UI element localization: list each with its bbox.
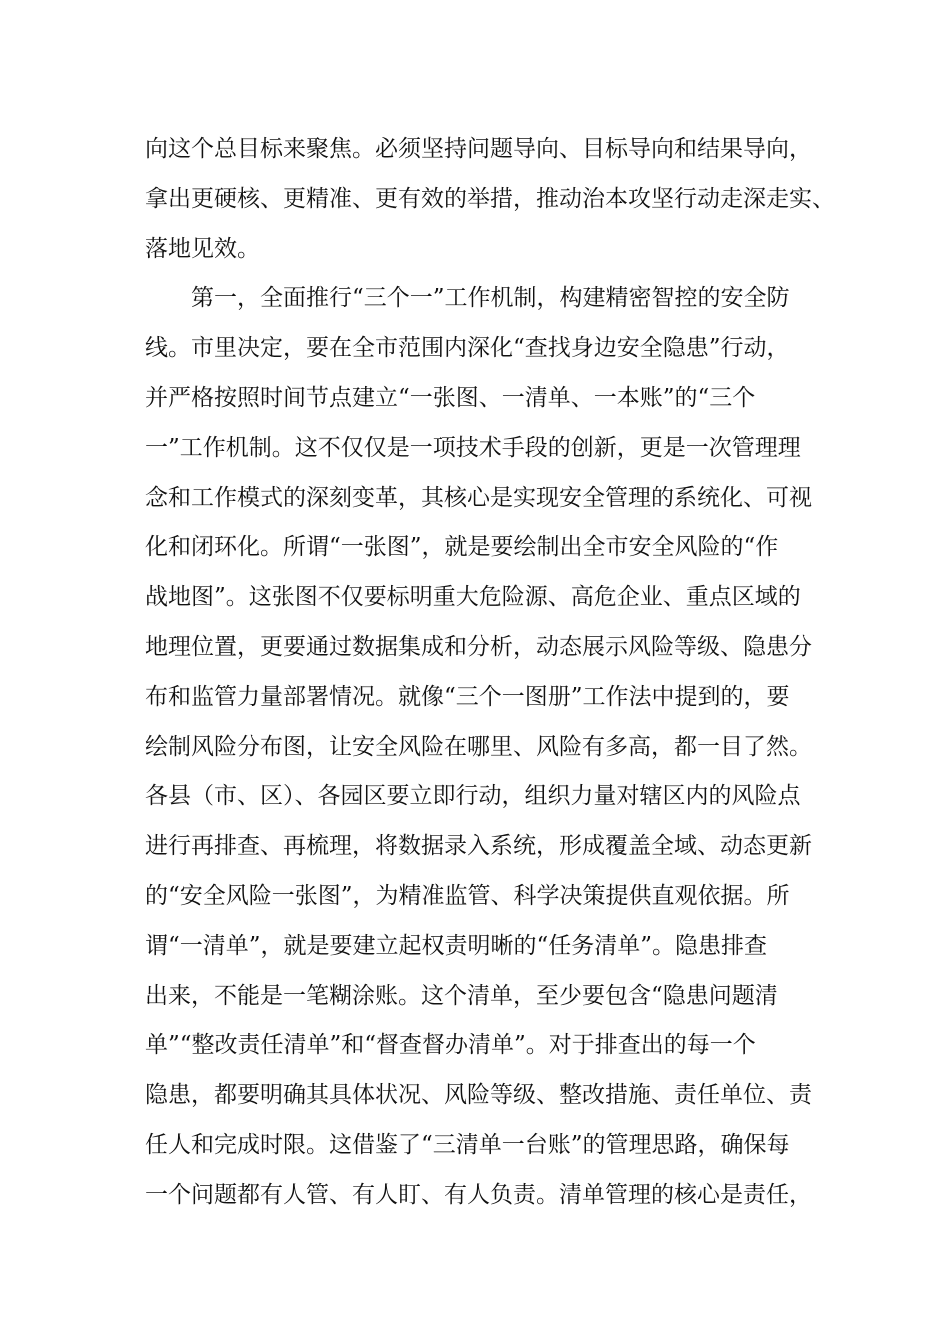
text-line: 一”工作机制。这不仅仅是一项技术手段的创新，更是一次管理理 bbox=[145, 434, 801, 461]
text-line: 单”“整改责任清单”和“督查督办清单”。对于排查出的每一个 bbox=[145, 1032, 756, 1059]
text-line: 任人和完成时限。这借鉴了“三清单一台账”的管理思路，确保每 bbox=[145, 1131, 790, 1158]
paragraph-first-line: 第一，全面推行“三个一”工作机制，构建精密智控的安全防 bbox=[191, 285, 790, 312]
text-line: 隐患，都要明确其具体状况、风险等级、整改措施、责任单位、责 bbox=[145, 1082, 812, 1109]
text-line: 拿出更硬核、更精准、更有效的举措，推动治本攻坚行动走深走实、 bbox=[145, 185, 835, 212]
text-line: 各县（市、区）、各园区要立即行动，组织力量对辖区内的风险点 bbox=[145, 783, 801, 810]
text-line: 地理位置，更要通过数据集成和分析，动态展示风险等级、隐患分 bbox=[145, 633, 812, 660]
text-line: 进行再排查、再梳理，将数据录入系统，形成覆盖全域、动态更新 bbox=[145, 833, 812, 860]
text-line: 布和监管力量部署情况。就像“三个一图册”工作法中提到的，要 bbox=[145, 683, 790, 710]
text-line: 战地图”。这张图不仅要标明重大危险源、高危企业、重点区域的 bbox=[145, 584, 801, 611]
text-line: 化和闭环化。所谓“一张图”，就是要绘制出全市安全风险的“作 bbox=[145, 534, 779, 561]
text-line: 落地见效。 bbox=[145, 235, 260, 262]
text-line: 念和工作模式的深刻变革，其核心是实现安全管理的系统化、可视 bbox=[145, 484, 812, 511]
text-line: 的“安全风险一张图”，为精准监管、科学决策提供直观依据。所 bbox=[145, 882, 790, 909]
body-text bbox=[145, 125, 835, 1221]
text-line: 并严格按照时间节点建立“一张图、一清单、一本账”的“三个 bbox=[145, 384, 756, 411]
text-line: 向这个总目标来聚焦。必须坚持问题导向、目标导向和结果导向， bbox=[145, 136, 812, 162]
text-line: 出来，不能是一笔糊涂账。这个清单，至少要包含“隐患问题清 bbox=[145, 982, 778, 1009]
text-line: 谓“一清单”，就是要建立起权责明晰的“任务清单”。隐患排查 bbox=[145, 932, 768, 959]
text-line: 绘制风险分布图，让安全风险在哪里、风险有多高，都一目了然。 bbox=[145, 733, 812, 760]
text-line: 一个问题都有人管、有人盯、有人负责。清单管理的核心是责任， bbox=[145, 1181, 812, 1208]
text-line: 线。市里决定，要在全市范围内深化“查找身边安全隐患”行动， bbox=[145, 335, 790, 362]
